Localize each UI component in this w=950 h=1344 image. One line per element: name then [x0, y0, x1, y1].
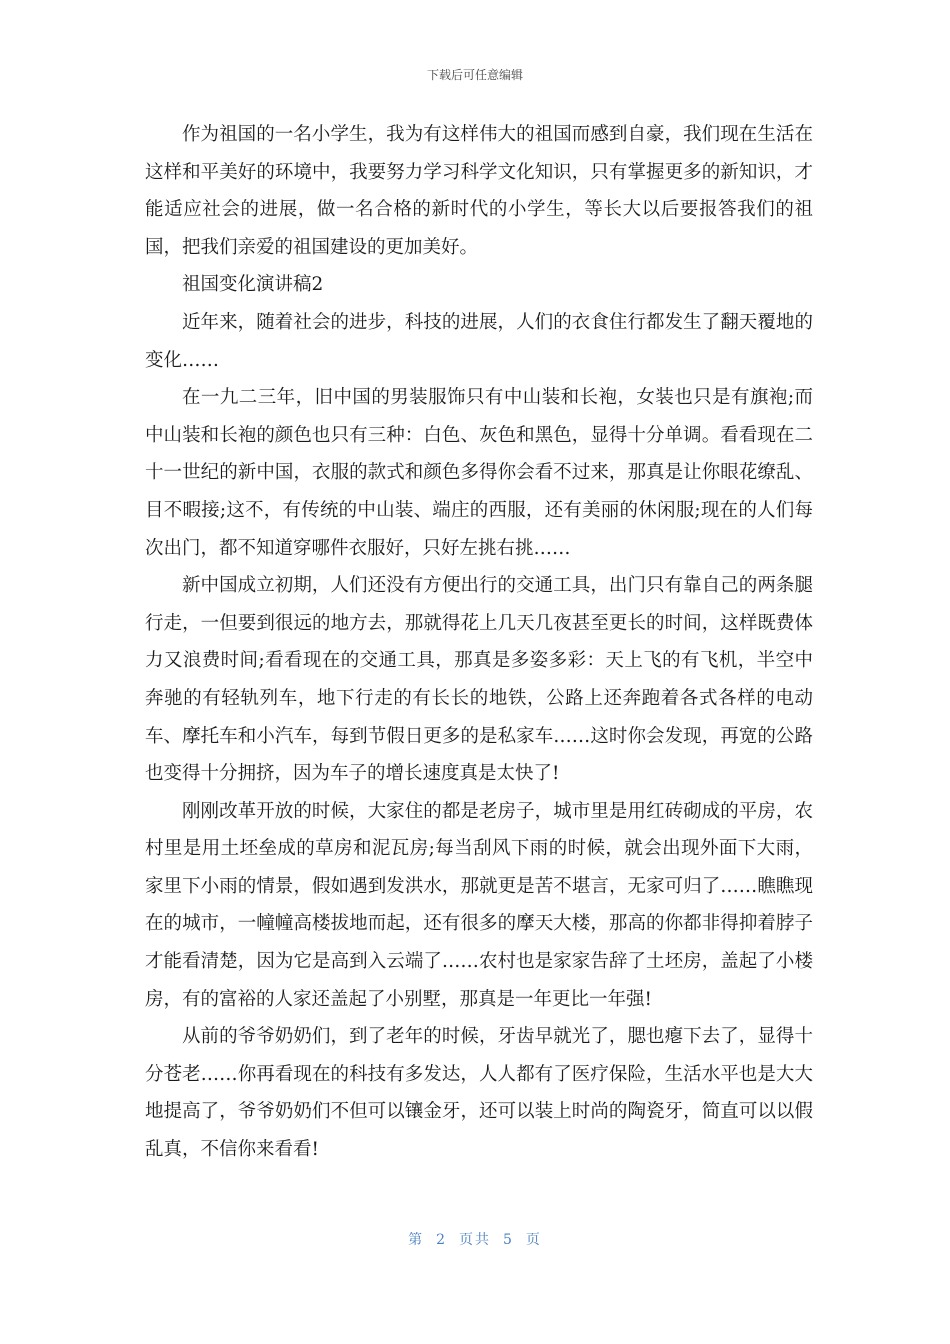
page-number-footer	[0, 1229, 950, 1249]
footer-label-page: 第	[408, 1232, 425, 1248]
paragraph-healthcare: 从前的爷爷奶奶们，到了老年的时候，牙齿早就光了，腮也瘪下去了，显得十分苍老……你再看现在的科技有多发达，人人都有了医疗保险，生活水平也是大大地提高了，爷爷奶奶们不但可以镶金牙，还可以装上时尚的陶瓷牙，简直可以以假乱真，不信你来看看!	[145, 1026, 813, 1161]
section-heading: 祖国变化演讲稿2	[182, 274, 324, 296]
paragraph-clothing: 在一九二三年，旧中国的男装服饰只有中山装和长袍，女装也只是有旗袍;而中山装和长袍的颜色也只有三种：白色、灰色和黑色，显得十分单调。看看现在二十一世纪的新中国，衣服的款式和颜色多得你会看不过来，那真是让你眼花缭乱、目不暇接;这不，有传统的中山装、端庄的西服，还有美丽的休闲服;现在的人们每次出门，都不知道穿哪件衣服好，只好左挑右挑……	[145, 387, 813, 559]
footer-label-end: 页	[525, 1232, 542, 1248]
paragraph-transport: 新中国成立初期，人们还没有方便出行的交通工具，出门只有靠自己的两条腿行走，一但要到很远的地方去，那就得花上几天几夜甚至更长的时间，这样既费体力又浪费时间;看看现在的交通工具，那真是多姿多彩：天上飞的有飞机，半空中奔驰的有轻轨列车，地下行走的有长长的地铁，公路上还奔跑着各式各样的电动车、摩托车和小汽车，每到节假日更多的是私家车……这时你会发现，再宽的公路也变得十分拥挤，因为车子的增长速度真是太快了!	[145, 575, 813, 785]
footer-total-pages: 5	[503, 1232, 514, 1248]
paragraph-opening: 近年来，随着社会的进步，科技的进展，人们的衣食住行都发生了翻天覆地的变化……	[145, 311, 813, 371]
footer-label-of: 页共	[459, 1232, 491, 1248]
footer-current-page: 2	[436, 1232, 447, 1248]
page-header-note: 下载后可任意编辑	[426, 68, 523, 82]
paragraph-housing: 刚刚改革开放的时候，大家住的都是老房子，城市里是用红砖砌成的平房，农村里是用土坯垒成的草房和泥瓦房;每当刮风下雨的时候，就会出现外面下大雨，家里下小雨的情景，假如遇到发洪水，那就更是苦不堪言，无家可归了……瞧瞧现在的城市，一幢幢高楼拔地而起，还有很多的摩天大楼，那高的你都非得抑着脖子才能看清楚，因为它是高到入云端了……农村也是家家告辞了土坯房，盖起了小楼房，有的富裕的人家还盖起了小别墅，那真是一年更比一年强!	[145, 800, 813, 1010]
paragraph-intro-conclusion: 作为祖国的一名小学生，我为有这样伟大的祖国而感到自豪，我们现在生活在这样和平美好的环境中，我要努力学习科学文化知识，只有掌握更多的新知识，才能适应社会的进展，做一名合格的新时代的小学生，等长大以后要报答我们的祖国，把我们亲爱的祖国建设的更加美好。	[145, 124, 813, 258]
document-body	[145, 116, 813, 1169]
